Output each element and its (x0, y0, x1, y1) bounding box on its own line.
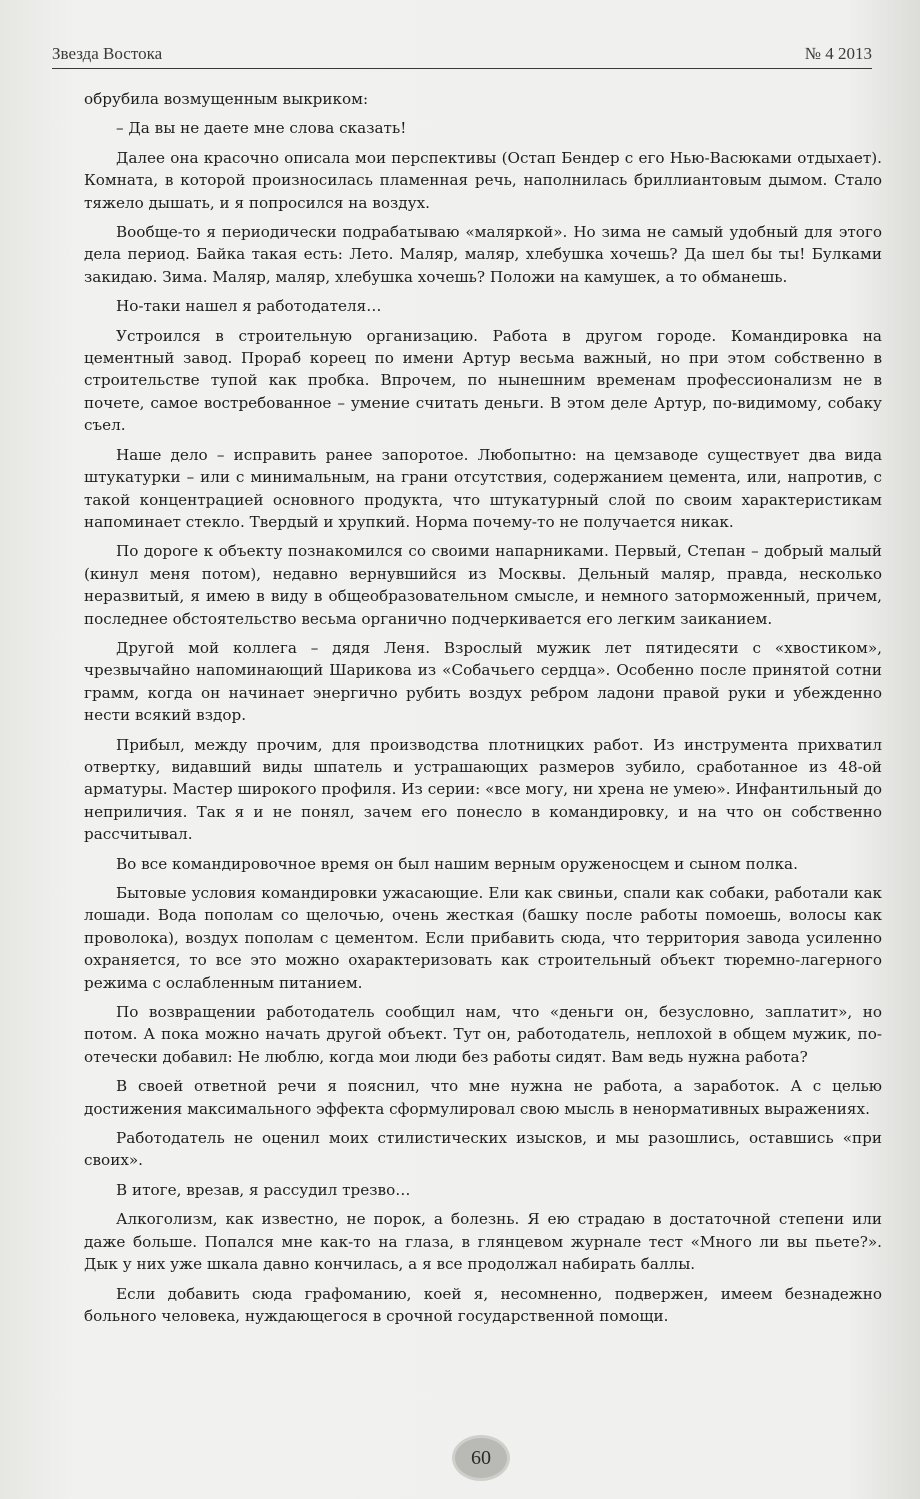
paragraph: Но-таки нашел я работодателя… (116, 297, 382, 316)
paragraph: Работодатель не оценил моих стилистических изысков, и мы разошлись, оставшись «при своих». (84, 1129, 882, 1170)
paragraph: Алкоголизм, как известно, не порок, а болезнь. Я ею страдаю в достаточной степени или даже больше. Попался мне как-то на глаза, в глянцевом журнале тест «Много ли вы пьете?». Дык у них уже шкала давно кончилась, а я все продолжал набирать баллы. (84, 1210, 882, 1274)
paragraph: Наше дело – исправить ранее запоротое. Любопытно: на цемзаводе существует два вида штукатурки – или с минимальным, на грани отсутствия, содержанием цемента, или, напротив, с такой концентрацией основного продукта, что штукатурный слой по своим характеристикам напоминает стекло. Твердый и хрупкий. Норма почему-то не получается никак. (84, 445, 882, 531)
paragraph: По возвращении работодатель сообщил нам, что «деньги он, безусловно, заплатит», но потом. А пока можно начать другой объект. Тут он, работодатель, неплохой в общем мужик, по-отечески добавил: Не люблю, когда мои люди без работы сидят. Вам ведь нужна работа? (84, 1003, 882, 1066)
page-number: 60 (455, 1438, 507, 1478)
running-header (52, 42, 872, 69)
journal-title: Звезда Востока (52, 44, 163, 63)
paragraph: Другой мой коллега – дядя Леня. Взрослый мужик лет пятидесяти с «хвостиком», чрезвычайно напоминающий Шарикова из «Собачьего сердца». Особенно после принятой сотни грамм, когда он начинает энергично рубить воздух ребром ладони правой руки и убежденно нести всякий вздор. (84, 638, 882, 725)
article-body (84, 88, 882, 1334)
paragraph: Если добавить сюда графоманию, коей я, несомненно, подвержен, имеем безнадежно больного человека, нуждающегося в срочной государственной помощи. (84, 1284, 882, 1325)
paragraph: Устроился в строительную организацию. Работа в другом городе. Командировка на цементный завод. Прораб кореец по имени Артур весьма важный, но при этом собственно в строительстве тупой как пробка. Впрочем, по нынешним временам профессионализм не в почете, самое востребованное – умение считать деньги. В этом деле Артур, по-видимому, собаку съел. (84, 326, 882, 435)
paragraph: Во все командировочное время он был нашим верным оруженосцем и сыном полка. (116, 854, 798, 873)
issue-number: № 4 2013 (804, 44, 872, 63)
paragraph: В своей ответной речи я пояснил, что мне нужна не работа, а заработок. А с целью достижения максимального эффекта сформулировал свою мысль в ненормативных выражениях. (84, 1077, 882, 1118)
paragraph: В итоге, врезав, я рассудил трезво… (116, 1180, 411, 1199)
paragraph: Далее она красочно описала мои перспективы (Остап Бендер с его Нью-Васюками отдыхает). Комната, в которой произносилась пламенная речь, наполнилась бриллиантовым дымом. Стало тяжело дышать, и я попросился на воздух. (84, 148, 882, 212)
paragraph: – Да вы не даете мне слова сказать! (116, 119, 407, 138)
paragraph: По дороге к объекту познакомился со своими напарниками. Первый, Степан – добрый малый (кинул меня потом), недавно вернувшийся из Москвы. Дельный маляр, правда, несколько неразвитый, я имею в виду в общеобразовательном смысле, и немного заторможенный, причем, последнее обстоятельство весьма органично подчеркивается его легким заиканием. (84, 542, 882, 628)
paragraph: Бытовые условия командировки ужасающие. Ели как свиньи, спали как собаки, работали как лошади. Вода пополам со щелочью, очень жесткая (башку после работы помоешь, волосы как проволока), воздух пополам с цементом. Если прибавить сюда, что территория завода усиленно охраняется, то все это можно охарактеризовать как строительный объект тюремно-лагерного режима с ослабленным питанием. (84, 884, 882, 992)
paragraph: Вообще-то я периодически подрабатываю «маляркой». Но зима не самый удобный для этого дела период. Байка такая есть: Лето. Маляр, маляр, хлебушка хочешь? Да шел бы ты! Булками закидаю. Зима. Маляр, маляр, хлебушка хочешь? Положи на камушек, а то обманешь. (84, 223, 882, 286)
paragraph: Прибыл, между прочим, для производства плотницких работ. Из инструмента прихватил отвертку, видавший виды шпатель и устрашающих размеров зубило, сработанное из 48-ой арматуры. Мастер широкого профиля. Из серии: «все могу, ни хрена не умею». Инфантильный до неприличия. Так я и не понял, зачем его понесло в командировку, и на что он собственно рассчитывал. (84, 735, 882, 844)
paragraph: обрубила возмущенным выкриком: (84, 90, 369, 108)
